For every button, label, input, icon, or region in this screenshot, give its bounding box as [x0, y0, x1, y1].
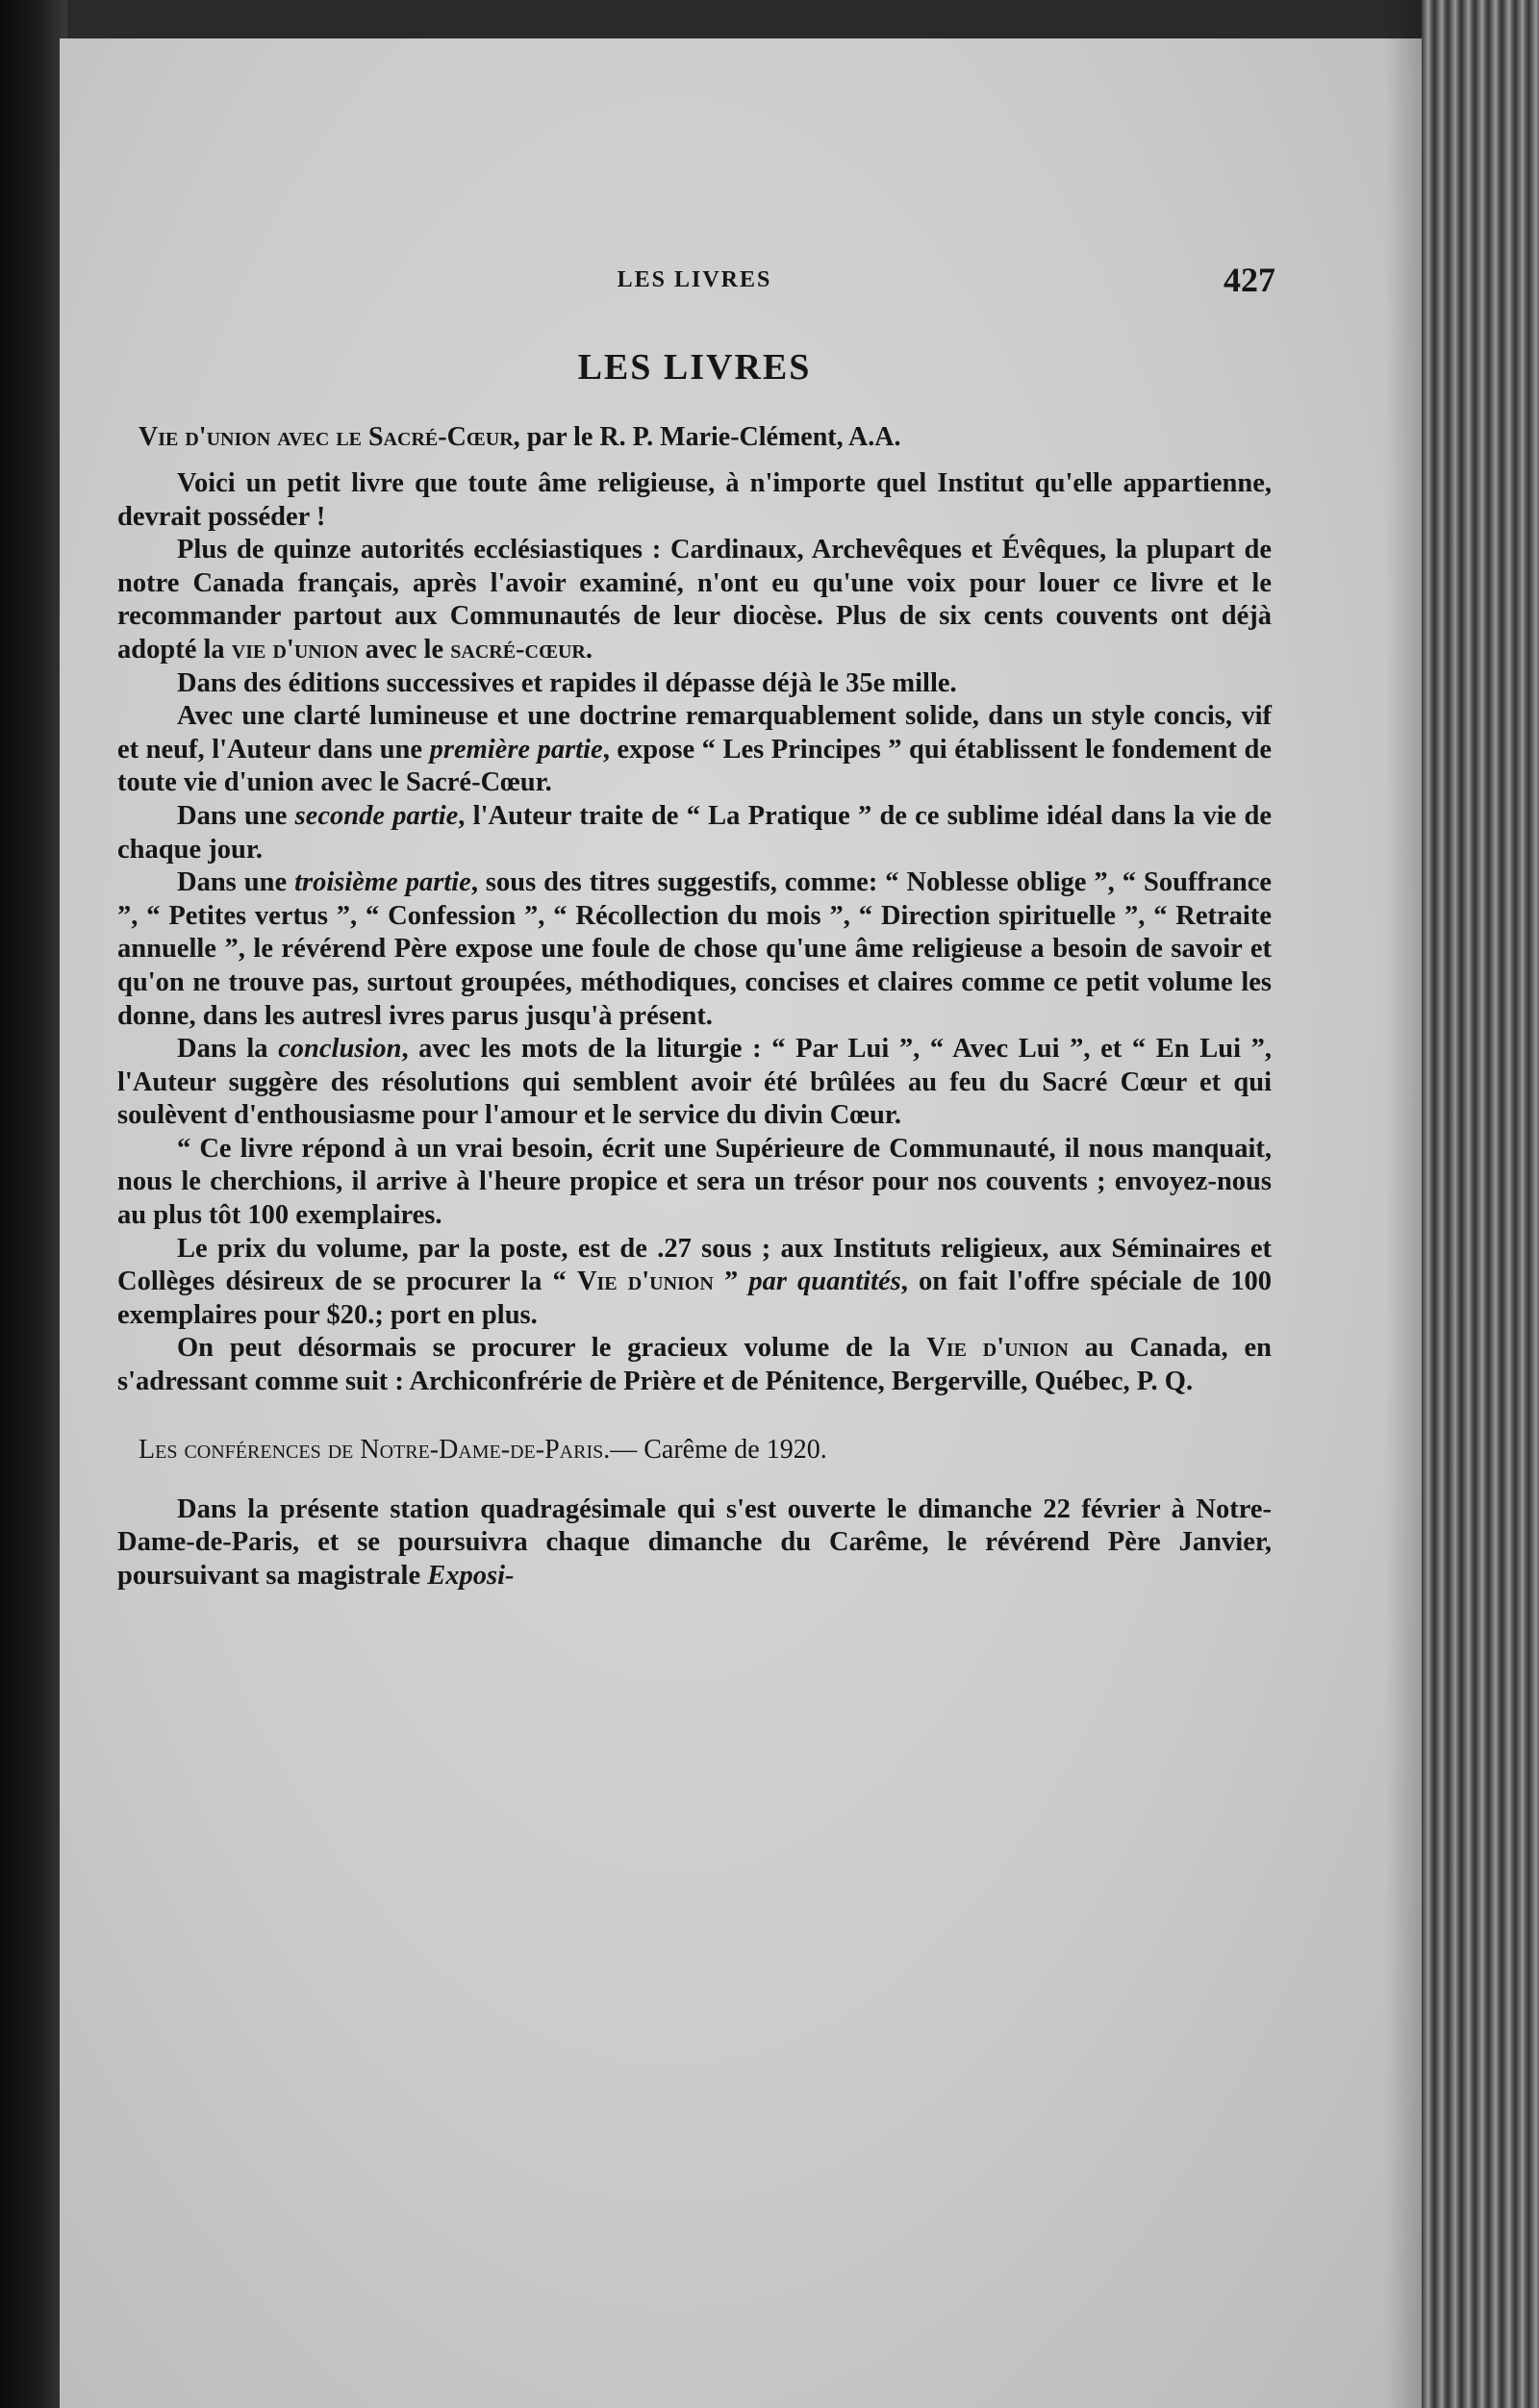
text-run: , on fait l'offre spéciale de 100 exemplaires pour $20.; port en plus. — [117, 1267, 1272, 1330]
italic-text: première partie — [429, 734, 603, 765]
text-run: Dans la présente station quadragésimale qui s'est ouverte le dimanche 22 février à Notre-Dame-de-Paris, et se poursuivra chaque dimanche du Carême, le révérend Père Janvier, poursuivant sa magistrale — [117, 1493, 1272, 1591]
paragraph — [117, 667, 1272, 701]
text-run: , avec les mots de la liturgie : “ Par Lui ”, “ Avec Lui ”, et “ En Lui ”, l'Auteur suggère des résolutions qui semblent avoir été brûlées au feu du Sacré Cœur et qui soulèvent d'enthousiasme pour l'amour et le service du divin Cœur. — [117, 1034, 1272, 1131]
small-caps-text: sacré-cœur — [450, 634, 586, 665]
review-book-author: par le R. P. Marie-Clément, A.A. — [519, 422, 901, 452]
text-run: avec le — [358, 634, 451, 665]
review-book-title: Vie d'union avec le Sacré-Cœur, — [139, 422, 520, 452]
paragraph — [117, 467, 1272, 534]
text-run: “ Ce livre répond à un vrai besoin, écrit une Supérieure de Communauté, il nous manquait, nous le cherchions, il arrive à l'heure propice et sera un trésor pour nos couvents ; envoyez-nous au plus tôt 100 exemplaires. — [117, 1133, 1272, 1231]
italic-text: Exposi- — [427, 1560, 515, 1591]
text-run: On peut désormais se procurer le gracieux volume de la — [177, 1333, 927, 1364]
review-heading — [117, 421, 1272, 454]
text-run: Dans une — [177, 800, 295, 831]
text-run: , expose “ Les Principes ” qui établissent le fondement de toute vie d'union avec le Sacré-Cœur. — [117, 734, 1272, 798]
section-title: LES LIVRES — [577, 347, 812, 388]
paragraph — [117, 1133, 1272, 1233]
text-run: Dans une — [177, 867, 295, 898]
paragraph — [117, 1033, 1272, 1133]
text-run: Avec une clarté lumineuse et une doctrine remarquablement solide, dans un style concis, vif et neuf, l'Auteur dans une — [117, 701, 1272, 765]
italic-text: conclusion — [278, 1034, 402, 1065]
text-run: , l'Auteur traite de “ La Pratique ” de ce sublime idéal dans la vie de chaque jour. — [117, 800, 1273, 865]
page-number: 427 — [1224, 261, 1275, 299]
text-run: ” — [713, 1267, 749, 1297]
review-book-title: Les conférences de Notre-Dame-de-Paris. — [139, 1434, 611, 1465]
paragraph — [117, 534, 1272, 666]
paragraph — [117, 700, 1272, 800]
review-book-subtitle: — Carême de 1920. — [610, 1434, 827, 1465]
small-caps-text: Vie d'union — [576, 1267, 714, 1297]
review-heading — [117, 1434, 1272, 1467]
running-header — [117, 260, 1275, 317]
paragraph — [117, 1332, 1272, 1398]
text-run: . — [585, 634, 593, 665]
review-body — [117, 467, 1272, 1399]
paragraph — [117, 866, 1272, 1033]
small-caps-text: vie d'union — [231, 634, 359, 665]
review-body — [117, 1493, 1272, 1593]
paragraph — [117, 1233, 1272, 1333]
text-run: Voici un petit livre que toute âme religieuse, à n'importe quel Institut qu'elle appartienne, devrait posséder ! — [117, 468, 1272, 532]
italic-text: seconde partie — [294, 800, 459, 831]
text-run: Le prix du volume, par la poste, est de .27 sous ; aux Instituts religieux, aux Séminaires et Collèges désireux de se procurer la “ — [117, 1233, 1272, 1297]
text-run: Plus de quinze autorités ecclésiastiques : Cardinaux, Archevêques et Évêques, la plupart de notre Canada français, après l'avoir examiné, n'ont eu qu'une voix pour louer ce livre et le recommander partout aux Communautés de leur diocèse. Plus de six cents couvents ont déjà adopté la — [117, 535, 1272, 665]
paragraph — [117, 800, 1272, 866]
small-caps-text: Vie d'union — [926, 1333, 1069, 1364]
text-run: au Canada, en s'adressant comme suit : Archiconfrérie de Prière et de Pénitence, Bergerville, Québec, P. Q. — [117, 1333, 1272, 1397]
book-left-margin — [0, 0, 67, 2408]
page-text-block — [117, 260, 1275, 1593]
paragraph — [117, 1493, 1272, 1593]
text-run: Dans la — [177, 1034, 279, 1065]
running-title: LES LIVRES — [617, 267, 772, 292]
text-run: , sous des titres suggestifs, comme: “ Noblesse oblige ”, “ Souffrance ”, “ Petites vertus ”, “ Confession ”, “ Récollection du mois ”, “ Direction spirituelle ”, “ Retraite annuelle ”, le révérend Père expose une foule de chose qu'une âme religieuse a besoin de savoir et qu'on ne trouve pas, surtout groupées, méthodiques, concises et claires comme ce petit volume les donne, dans les autresl ivres parus jusqu'à présent. — [117, 867, 1272, 1031]
italic-text: troisième partie — [294, 867, 471, 898]
text-run: Dans des éditions successives et rapides il dépasse déjà le 35e mille. — [177, 667, 957, 698]
italic-text: par quantités — [748, 1267, 901, 1297]
book-binding-edge — [1422, 0, 1539, 2408]
